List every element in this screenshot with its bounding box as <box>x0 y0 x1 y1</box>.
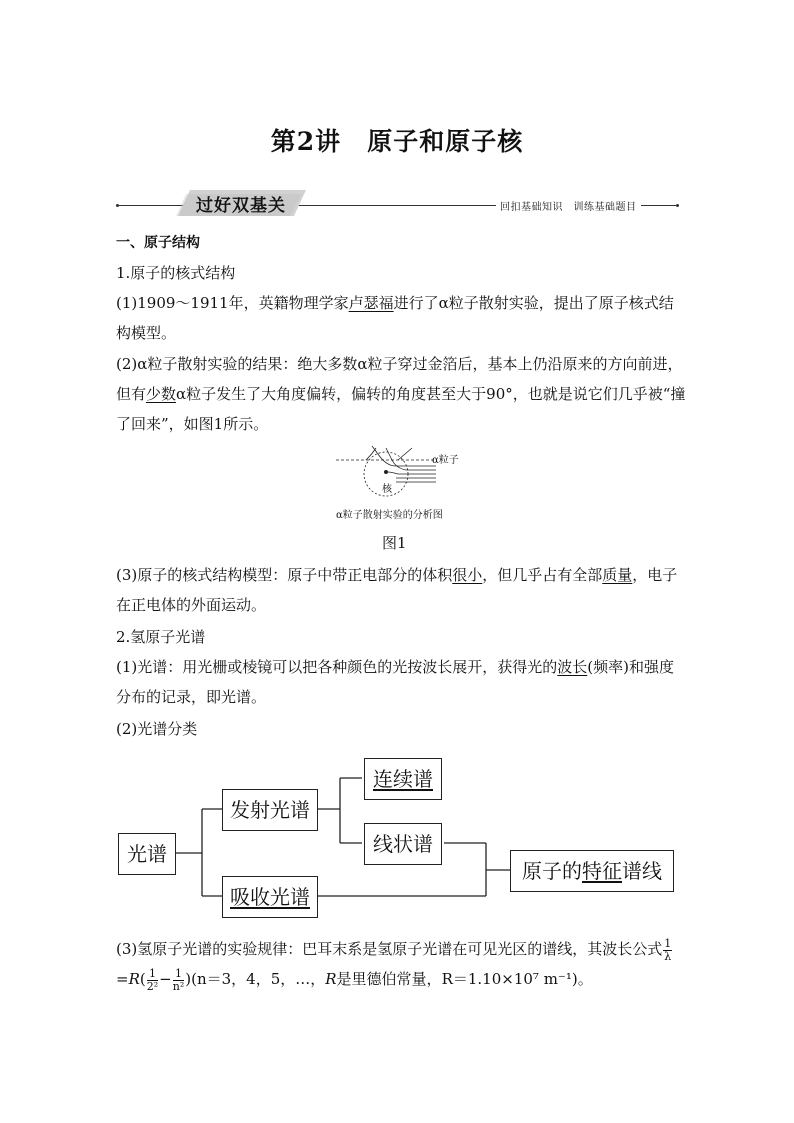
numerator: 1 <box>664 936 672 950</box>
section1-p2 <box>116 349 686 439</box>
box-absorption <box>222 876 318 918</box>
text: α粒子发生了大角度偏转，偏转的角度甚至大于90°，也就是说它们几乎被“撞了回来”，如图1所示。 <box>116 385 686 433</box>
section1-sub1: 1.原子的核式结构 <box>116 264 236 282</box>
text: (3)氢原子光谱的实验规律：巴耳末系是氢原子光谱在可见光区的谱线，其波长公式 <box>116 940 663 958</box>
banner-subtitle: 回扣基础知识 训练基础题目 <box>496 198 641 213</box>
text: 谱线 <box>622 859 662 883</box>
text: ，电子在正电体的外面运动。 <box>116 566 678 614</box>
text: = <box>116 970 129 988</box>
text: (频率)和强度分布的记录，即光谱。 <box>116 658 674 706</box>
box-characteristic <box>510 850 674 892</box>
title-part2: 原子和原子核 <box>367 127 524 156</box>
section1-heading: 一、原子结构 <box>116 235 200 251</box>
numerator: 1 <box>147 968 158 981</box>
text: (1)1909～1911年，英籍物理学家 <box>116 294 349 312</box>
text: (n＝3，4，5，…， <box>191 970 326 988</box>
underlined-answer: 卢瑟福 <box>348 294 394 312</box>
symbol: R <box>128 970 140 988</box>
text: 进行了α粒子散射实验，提出了原子核式结构模型。 <box>116 294 674 342</box>
text: ) <box>185 970 192 988</box>
section2-p1 <box>116 652 686 712</box>
underlined-answer: 质量 <box>602 566 633 584</box>
text: 是里德伯常量， <box>336 970 442 988</box>
underlined-answer: 少数 <box>146 385 177 403</box>
numerator: 1 <box>173 968 185 981</box>
figure-caption: α粒子散射实验的分析图 <box>336 510 443 521</box>
text: (3)原子的核式结构模型：原子中带正电部分的体积 <box>116 566 453 584</box>
section2-sub2: 2.氢原子光谱 <box>116 628 206 646</box>
fraction <box>147 968 158 993</box>
section2-p2: (2)光谱分类 <box>116 720 198 738</box>
fraction <box>173 968 185 993</box>
text: R＝1.10×10⁷ m⁻¹)。 <box>441 970 593 988</box>
banner-label: 过好双基关 <box>196 196 286 216</box>
box-continuous <box>364 758 442 800</box>
underlined-answer: 特征 <box>582 859 622 883</box>
symbol: R <box>325 970 337 988</box>
page-title <box>0 122 794 158</box>
figure-particle-label: α粒子 <box>432 455 459 466</box>
underlined-answer: 连续谱 <box>373 767 433 791</box>
underlined-answer: 很小 <box>452 566 483 584</box>
box-spectrum: 光谱 <box>118 833 176 875</box>
denominator: λ <box>664 949 672 963</box>
text: 原子的 <box>522 859 582 883</box>
figure-label: 图1 <box>382 534 407 552</box>
section2-p3 <box>116 934 686 994</box>
denominator: 2² <box>146 979 159 993</box>
section1-p1 <box>116 288 686 348</box>
text: ，但几乎占有全部 <box>482 566 603 584</box>
text: − <box>159 970 172 988</box>
text: ( <box>139 970 146 988</box>
box-emission: 发射光谱 <box>222 789 318 831</box>
text: (1)光谱：用光栅或棱镜可以把各种颜色的光按波长展开，获得光的 <box>116 658 558 676</box>
section1-p3 <box>116 560 686 620</box>
banner-right-dot <box>676 204 679 207</box>
fraction <box>663 938 672 963</box>
denominator: n² <box>172 979 185 993</box>
title-part1: 第2讲 <box>270 127 342 156</box>
underlined-answer: 吸收光谱 <box>230 885 310 909</box>
text: (2)α粒子散射实验的结果：绝大多数α粒子穿过金箔后，基本上仍沿原来的方向前进，但有 <box>116 355 683 403</box>
figure-nucleus-label: 核 <box>382 484 392 495</box>
box-line: 线状谱 <box>364 823 442 865</box>
underlined-answer: 波长 <box>557 658 588 676</box>
